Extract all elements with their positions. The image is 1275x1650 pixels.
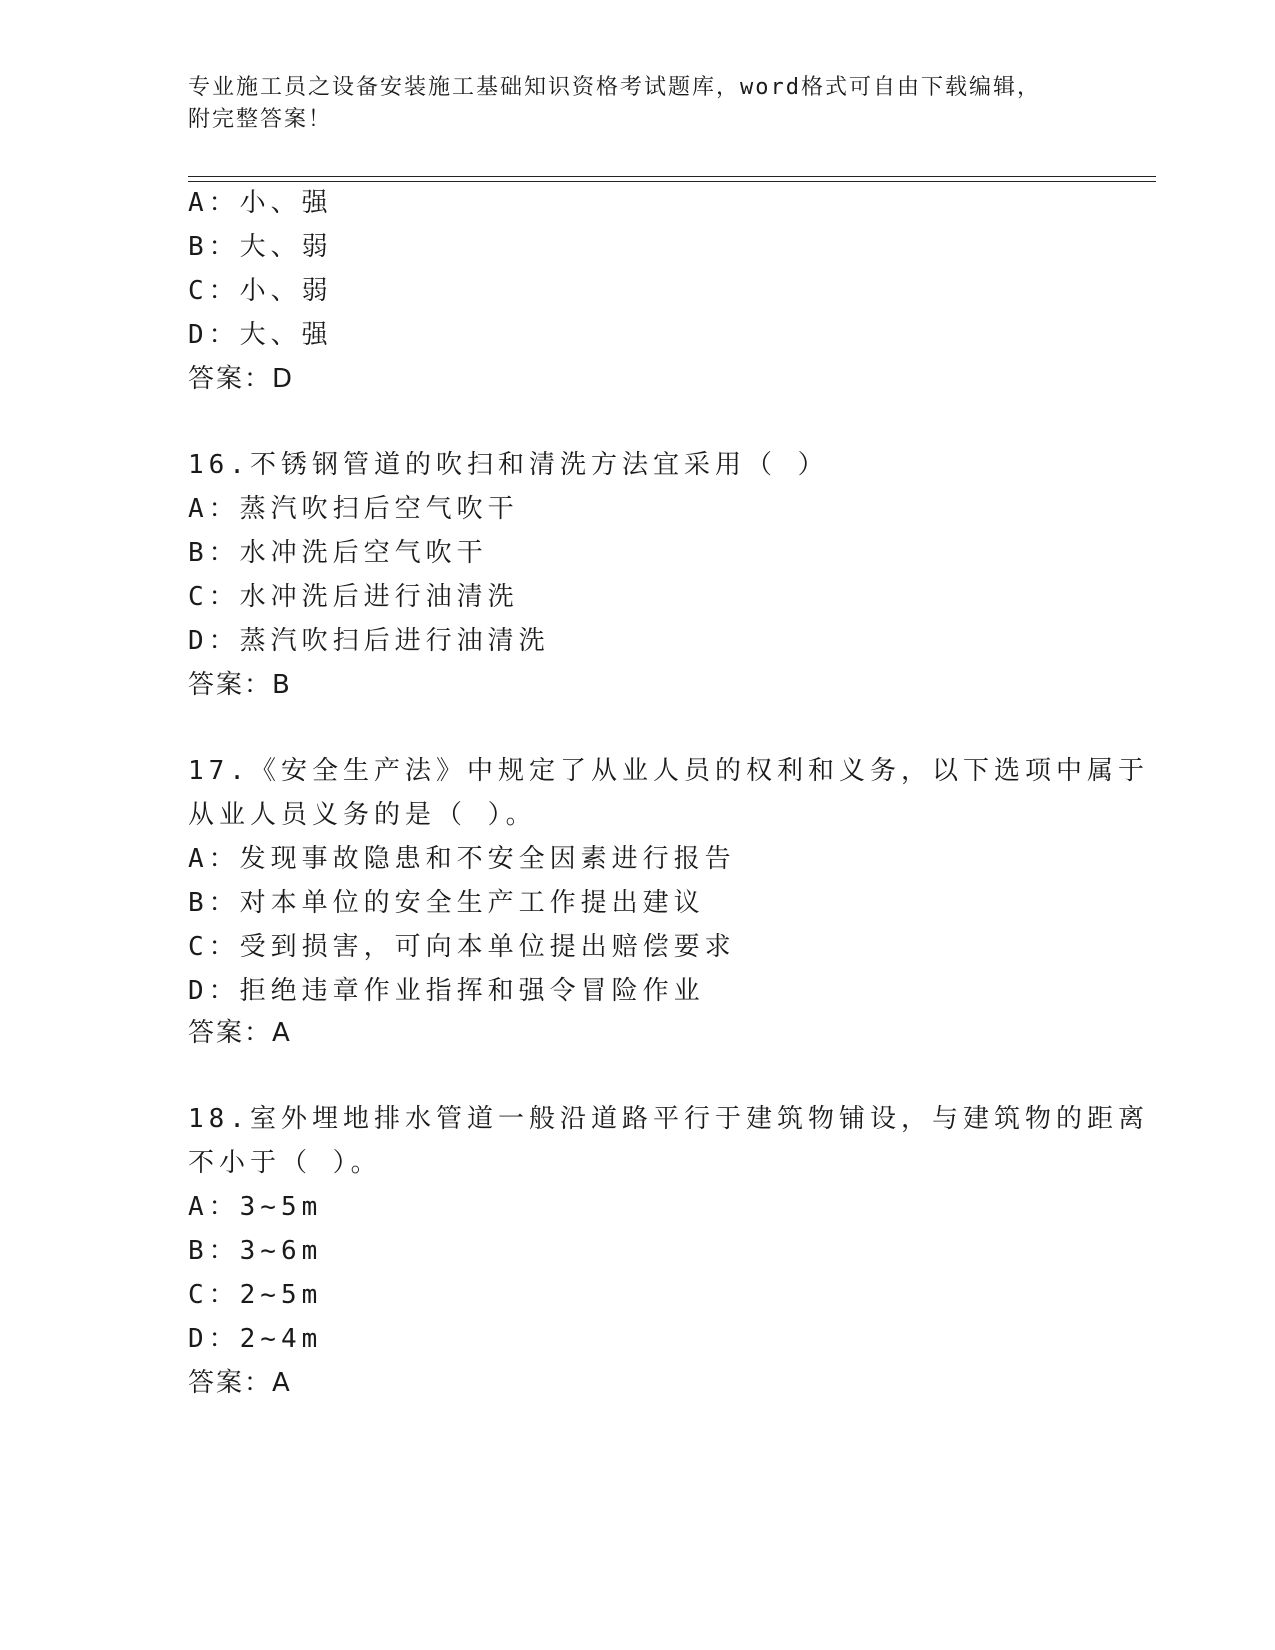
- q17-option-a: A：发现事故隐患和不安全因素进行报告: [188, 844, 736, 874]
- q17-option-b: B：对本单位的安全生产工作提出建议: [188, 888, 705, 918]
- q17-stem-line-1: 17.《安全生产法》中规定了从业人员的权利和义务，以下选项中属于: [188, 756, 1149, 786]
- header-divider-bottom: [188, 181, 1156, 182]
- q15-option-c: C：小、弱: [188, 276, 333, 306]
- q18-answer: 答案：A: [188, 1368, 292, 1398]
- header-divider-top: [188, 176, 1156, 177]
- q18-option-d: D：2~4m: [188, 1324, 323, 1354]
- q18-stem-line-2: 不小于（ ）。: [188, 1148, 382, 1178]
- q17-option-d: D：拒绝违章作业指挥和强令冒险作业: [188, 976, 705, 1006]
- q17-stem-line-2: 从业人员义务的是（ ）。: [188, 800, 537, 830]
- header-line-1: 专业施工员之设备安装施工基础知识资格考试题库，word格式可自由下载编辑，: [188, 75, 1041, 100]
- q18-option-a: A：3~5m: [188, 1192, 323, 1222]
- header-line-2: 附完整答案！: [188, 107, 333, 132]
- q18-option-c: C：2~5m: [188, 1280, 323, 1310]
- q16-answer: 答案：B: [188, 670, 292, 700]
- q18-stem-line-1: 18.室外埋地排水管道一般沿道路平行于建筑物铺设，与建筑物的距离: [188, 1104, 1149, 1134]
- q15-answer: 答案：D: [188, 364, 295, 394]
- q17-option-c: C：受到损害，可向本单位提出赔偿要求: [188, 932, 736, 962]
- q16-option-b: B：水冲洗后空气吹干: [188, 538, 488, 568]
- q16-option-c: C：水冲洗后进行油清洗: [188, 582, 519, 612]
- q16-stem: 16.不锈钢管道的吹扫和清洗方法宜采用（ ）: [188, 450, 829, 480]
- q17-answer: 答案：A: [188, 1018, 292, 1048]
- q16-option-d: D：蒸汽吹扫后进行油清洗: [188, 626, 550, 656]
- q15-option-a: A：小、强: [188, 188, 333, 218]
- q18-option-b: B：3~6m: [188, 1236, 323, 1266]
- q16-option-a: A：蒸汽吹扫后空气吹干: [188, 494, 519, 524]
- q15-option-d: D：大、强: [188, 320, 333, 350]
- document-header: [188, 72, 1088, 136]
- q15-option-b: B：大、弱: [188, 232, 333, 262]
